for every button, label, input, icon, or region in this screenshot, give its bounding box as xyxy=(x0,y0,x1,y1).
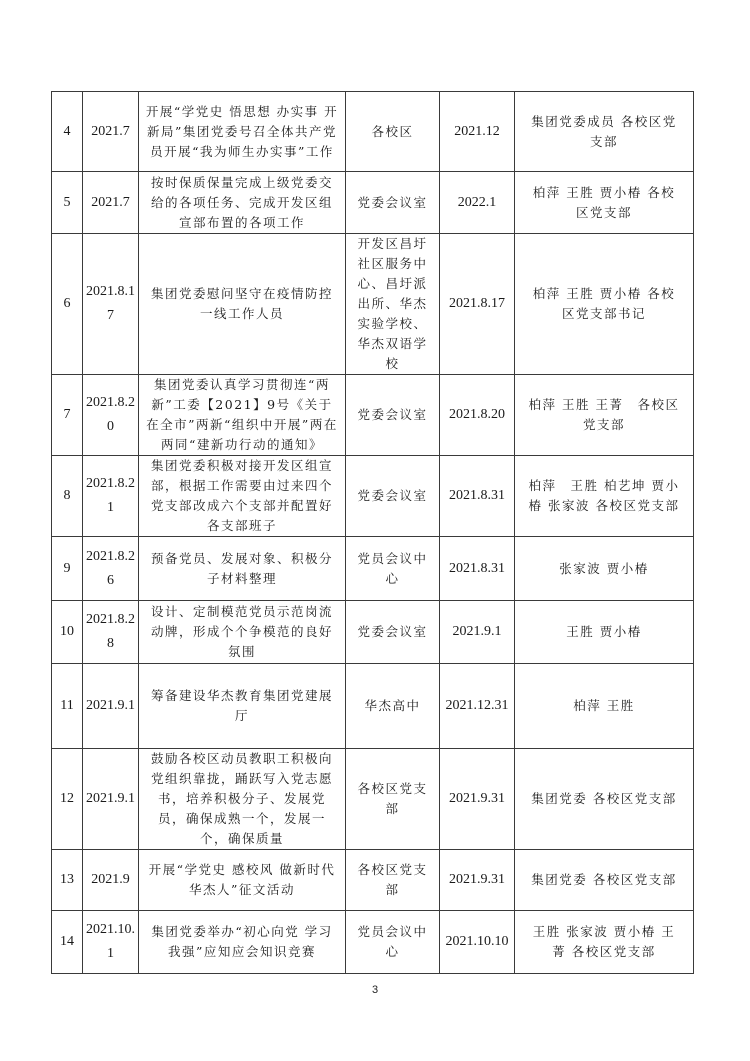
row-number: 10 xyxy=(52,601,83,664)
table-row xyxy=(52,375,694,456)
start-date: 2021.8.28 xyxy=(83,601,139,664)
start-date: 2021.9.1 xyxy=(83,664,139,749)
responsible-party: 集团党委 各校区党支部 xyxy=(515,749,694,850)
responsible-party: 柏萍 王胜 贾小椿 各校区党支部 xyxy=(515,172,694,234)
task-location: 党委会议室 xyxy=(346,375,440,456)
task-location: 党员会议中心 xyxy=(346,911,440,974)
responsible-party: 柏萍 王胜 柏艺坤 贾小椿 张家波 各校区党支部 xyxy=(515,456,694,537)
deadline: 2021.9.31 xyxy=(440,850,515,911)
start-date: 2021.7 xyxy=(83,172,139,234)
deadline: 2021.10.10 xyxy=(440,911,515,974)
table-row xyxy=(52,664,694,749)
row-number: 14 xyxy=(52,911,83,974)
table-row xyxy=(52,172,694,234)
start-date: 2021.9.1 xyxy=(83,749,139,850)
task-location: 开发区昌圩社区服务中心、昌圩派出所、华杰实验学校、华杰双语学校 xyxy=(346,234,440,375)
responsible-party: 集团党委 各校区党支部 xyxy=(515,850,694,911)
table-row xyxy=(52,601,694,664)
work-plan-table xyxy=(51,91,694,974)
start-date: 2021.9 xyxy=(83,850,139,911)
start-date: 2021.8.20 xyxy=(83,375,139,456)
task-location: 各校区党支部 xyxy=(346,850,440,911)
deadline: 2021.8.31 xyxy=(440,456,515,537)
task-content: 开展“学党史 感校风 做新时代华杰人”征文活动 xyxy=(139,850,346,911)
row-number: 11 xyxy=(52,664,83,749)
deadline: 2021.9.31 xyxy=(440,749,515,850)
table-row xyxy=(52,456,694,537)
row-number: 4 xyxy=(52,92,83,172)
deadline: 2022.1 xyxy=(440,172,515,234)
task-content: 集团党委举办“初心向党 学习我强”应知应会知识竞赛 xyxy=(139,911,346,974)
task-location: 各校区 xyxy=(346,92,440,172)
task-content: 集团党委慰问坚守在疫情防控一线工作人员 xyxy=(139,234,346,375)
row-number: 5 xyxy=(52,172,83,234)
table-row xyxy=(52,749,694,850)
deadline: 2021.12 xyxy=(440,92,515,172)
row-number: 7 xyxy=(52,375,83,456)
task-content: 集团党委认真学习贯彻连“两新”工委【2021】9号《关于在全市”两新“组织中开展”两在两同“建新功行动的通知》 xyxy=(139,375,346,456)
task-content: 按时保质保量完成上级党委交给的各项任务、完成开发区组宣部布置的各项工作 xyxy=(139,172,346,234)
task-content: 开展“学党史 悟思想 办实事 开新局”集团党委号召全体共产党员开展“我为师生办实事”工作 xyxy=(139,92,346,172)
responsible-party: 王胜 张家波 贾小椿 王菁 各校区党支部 xyxy=(515,911,694,974)
start-date: 2021.8.26 xyxy=(83,537,139,601)
page-number: 3 xyxy=(371,984,379,996)
responsible-party: 集团党委成员 各校区党支部 xyxy=(515,92,694,172)
task-content: 设计、定制模范党员示范岗流动牌，形成个个争模范的良好氛围 xyxy=(139,601,346,664)
task-location: 华杰高中 xyxy=(346,664,440,749)
deadline: 2021.8.31 xyxy=(440,537,515,601)
task-content: 集团党委积极对接开发区组宣部，根据工作需要由过来四个党支部改成六个支部并配置好各支部班子 xyxy=(139,456,346,537)
table-row xyxy=(52,234,694,375)
responsible-party: 柏萍 王胜 贾小椿 各校区党支部书记 xyxy=(515,234,694,375)
table-row xyxy=(52,850,694,911)
task-location: 党委会议室 xyxy=(346,172,440,234)
start-date: 2021.8.17 xyxy=(83,234,139,375)
task-location: 党员会议中心 xyxy=(346,537,440,601)
start-date: 2021.7 xyxy=(83,92,139,172)
task-content: 鼓励各校区动员教职工积极向党组织靠拢，踊跃写入党志愿书，培养积极分子、发展党员，确保成熟一个，发展一个，确保质量 xyxy=(139,749,346,850)
responsible-party: 王胜 贾小椿 xyxy=(515,601,694,664)
responsible-party: 柏萍 王胜 王菁 各校区党支部 xyxy=(515,375,694,456)
responsible-party: 张家波 贾小椿 xyxy=(515,537,694,601)
deadline: 2021.9.1 xyxy=(440,601,515,664)
responsible-party: 柏萍 王胜 xyxy=(515,664,694,749)
task-content: 筹备建设华杰教育集团党建展厅 xyxy=(139,664,346,749)
start-date: 2021.8.21 xyxy=(83,456,139,537)
deadline: 2021.12.31 xyxy=(440,664,515,749)
deadline: 2021.8.20 xyxy=(440,375,515,456)
row-number: 12 xyxy=(52,749,83,850)
task-location: 党委会议室 xyxy=(346,456,440,537)
row-number: 13 xyxy=(52,850,83,911)
table-row xyxy=(52,911,694,974)
deadline: 2021.8.17 xyxy=(440,234,515,375)
start-date: 2021.10.1 xyxy=(83,911,139,974)
task-location: 党委会议室 xyxy=(346,601,440,664)
task-content: 预备党员、发展对象、积极分子材料整理 xyxy=(139,537,346,601)
row-number: 6 xyxy=(52,234,83,375)
task-location: 各校区党支部 xyxy=(346,749,440,850)
table-row xyxy=(52,92,694,172)
row-number: 8 xyxy=(52,456,83,537)
row-number: 9 xyxy=(52,537,83,601)
table-row xyxy=(52,537,694,601)
